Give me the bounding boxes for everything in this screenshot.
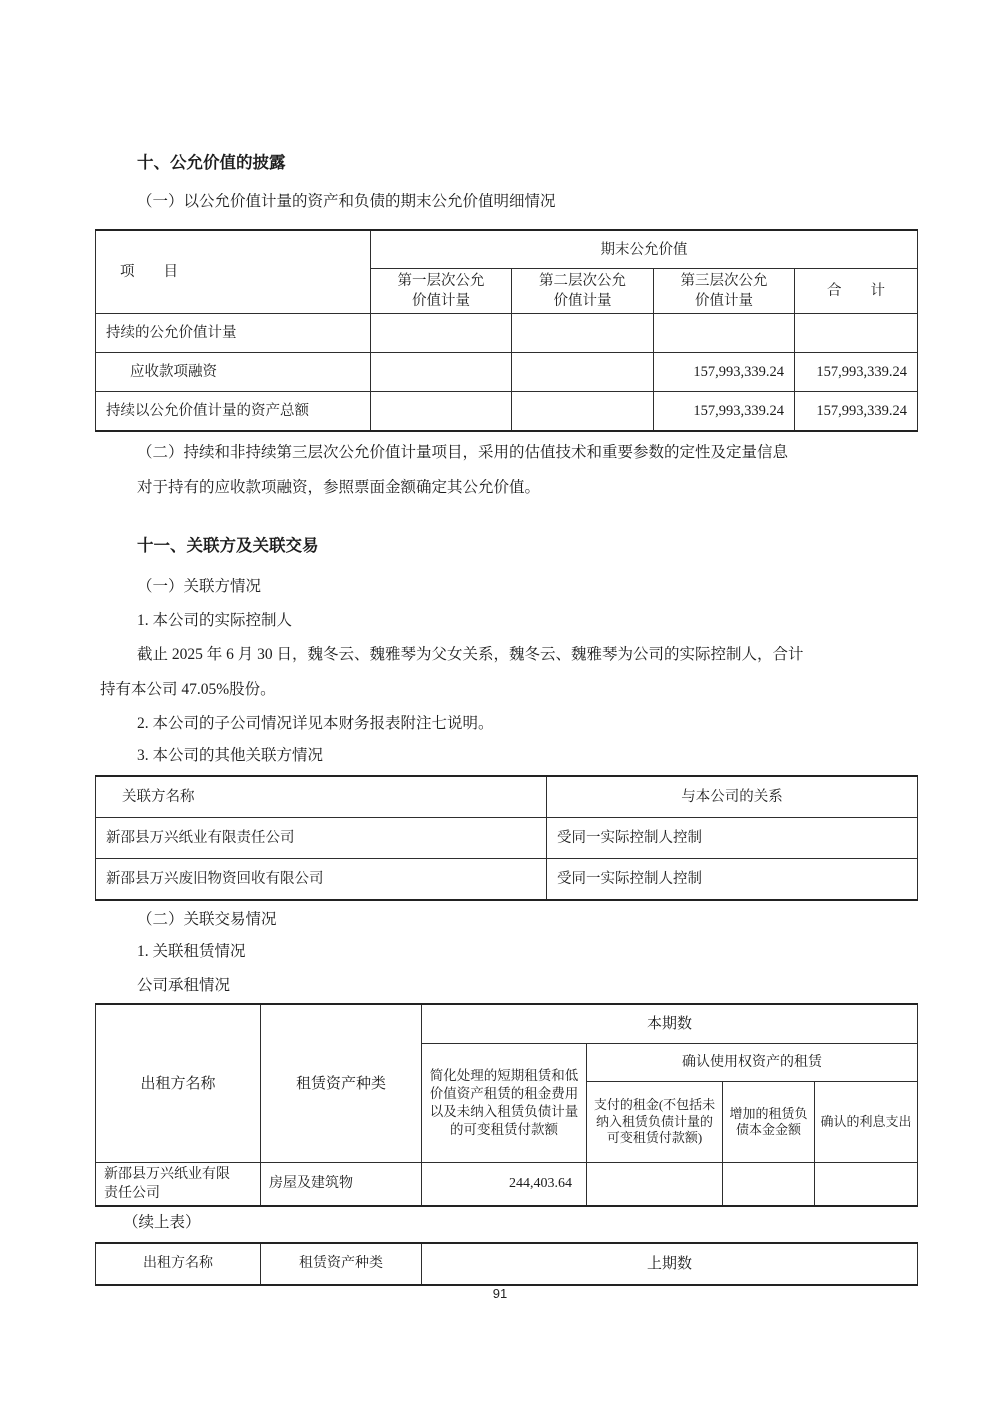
lease-interest-value xyxy=(815,1163,918,1207)
rp-party-name: 新邵县万兴废旧物资回收有限公司 xyxy=(96,859,547,901)
fv-col-level2: 第二层次公允价值计量 xyxy=(512,269,654,314)
page-number: 91 xyxy=(492,1286,508,1301)
lease-lessor-name: 新邵县万兴纸业有限责任公司 xyxy=(96,1163,261,1207)
prior-col-group: 上期数 xyxy=(422,1243,918,1285)
lease-current-period-table xyxy=(95,1003,918,1207)
prior-header-row xyxy=(96,1243,918,1285)
rp-table-header-row xyxy=(96,776,918,818)
fair-value-table xyxy=(95,229,918,432)
lease-col-simplified: 简化处理的短期租赁和低价值资产租赁的租金费用以及未纳入租赁负债计量的可变租赁付款额 xyxy=(422,1044,587,1163)
fv-item2-body: 对于持有的应收款项融资，参照票面金额确定其公允价值。 xyxy=(137,479,541,496)
fv-row-total-assets xyxy=(96,392,918,432)
fv-col-total: 合 计 xyxy=(795,269,918,314)
rp-lease-sub: 公司承租情况 xyxy=(137,977,231,994)
lease-paid-value xyxy=(587,1163,723,1207)
fv-col-group-period-end: 期末公允价值 xyxy=(371,230,918,269)
fv-row-label: 持续的公允价值计量 xyxy=(96,314,371,353)
fv-row-receivables-financing xyxy=(96,353,918,392)
lease-col-group-current: 本期数 xyxy=(422,1004,918,1044)
fv-cell xyxy=(654,314,795,353)
fv-cell xyxy=(371,353,512,392)
lease-col-group-rou: 确认使用权资产的租赁 xyxy=(587,1044,918,1082)
rp-point1-line2: 持有本公司 47.05%股份。 xyxy=(100,681,276,698)
lease-col-lessor: 出租方名称 xyxy=(96,1004,261,1163)
lease-added-value xyxy=(723,1163,815,1207)
rp-lease-point: 1. 关联租赁情况 xyxy=(137,943,246,960)
page-content xyxy=(95,0,918,1286)
related-parties-table xyxy=(95,775,918,901)
rp-party-relation: 受同一实际控制人控制 xyxy=(547,859,918,901)
prior-col-lessor: 出租方名称 xyxy=(96,1243,261,1285)
fv-item2-title: （二）持续和非持续第三层次公允价值计量项目，采用的估值技术和重要参数的定性及定量信息 xyxy=(137,444,789,461)
fv-col-item: 项 目 xyxy=(96,230,371,314)
fv-cell-value: 157,993,339.24 xyxy=(654,392,795,432)
fv-cell xyxy=(795,314,918,353)
lease-simplified-value: 244,403.64 xyxy=(422,1163,587,1207)
prior-col-asset: 租赁资产种类 xyxy=(261,1243,422,1285)
lease-col-interest: 确认的利息支出 xyxy=(815,1082,918,1163)
fv-col-level3: 第三层次公允价值计量 xyxy=(654,269,795,314)
lease-header-row-1 xyxy=(96,1004,918,1044)
fv-cell-value: 157,993,339.24 xyxy=(795,353,918,392)
rp-col-name: 关联方名称 xyxy=(96,776,547,818)
fv-cell xyxy=(512,392,654,432)
rp-col-relation: 与本公司的关系 xyxy=(547,776,918,818)
lease-col-rent-paid: 支付的租金(不包括未纳入租赁负债计量的可变租赁付款额) xyxy=(587,1082,723,1163)
section-heading-fair-value: 十、公允价值的披露 xyxy=(137,154,286,172)
rp-point1-line1: 截止 2025 年 6 月 30 日，魏冬云、魏雅琴为父女关系，魏冬云、魏雅琴为公司的实际控制人，合计 xyxy=(137,646,804,663)
fv-row-continuous xyxy=(96,314,918,353)
fv-row-label: 持续以公允价值计量的资产总额 xyxy=(96,392,371,432)
lease-asset-type: 房屋及建筑物 xyxy=(261,1163,422,1207)
fv-cell xyxy=(371,392,512,432)
fv-cell xyxy=(512,314,654,353)
fv-col-level1: 第一层次公允价值计量 xyxy=(371,269,512,314)
fv-cell-value: 157,993,339.24 xyxy=(654,353,795,392)
lease-col-liability-added: 增加的租赁负债本金金额 xyxy=(723,1082,815,1163)
rp-party-relation: 受同一实际控制人控制 xyxy=(547,818,918,859)
fv-row-label: 应收款项融资 xyxy=(96,353,371,392)
rp-party-name: 新邵县万兴纸业有限责任公司 xyxy=(96,818,547,859)
continued-table-note: （续上表） xyxy=(123,1214,201,1231)
fv-cell xyxy=(371,314,512,353)
section-heading-related-party: 十一、关联方及关联交易 xyxy=(137,537,319,555)
rp-point2: 2. 本公司的子公司情况详见本财务报表附注七说明。 xyxy=(137,715,494,732)
rp-point3: 3. 本公司的其他关联方情况 xyxy=(137,747,324,764)
lease-col-asset: 租赁资产种类 xyxy=(261,1004,422,1163)
rp-point1: 1. 本公司的实际控制人 xyxy=(137,612,293,629)
rp-table-row xyxy=(96,818,918,859)
fv-cell-value: 157,993,339.24 xyxy=(795,392,918,432)
lease-data-row xyxy=(96,1163,918,1207)
fv-item1-title: （一）以公允价值计量的资产和负债的期末公允价值明细情况 xyxy=(137,193,556,210)
fv-header-row-1 xyxy=(96,230,918,269)
rp-item2-title: （二）关联交易情况 xyxy=(137,911,277,928)
rp-item1-title: （一）关联方情况 xyxy=(137,578,262,595)
fv-cell xyxy=(512,353,654,392)
rp-table-row xyxy=(96,859,918,901)
lease-prior-period-table xyxy=(95,1242,918,1286)
